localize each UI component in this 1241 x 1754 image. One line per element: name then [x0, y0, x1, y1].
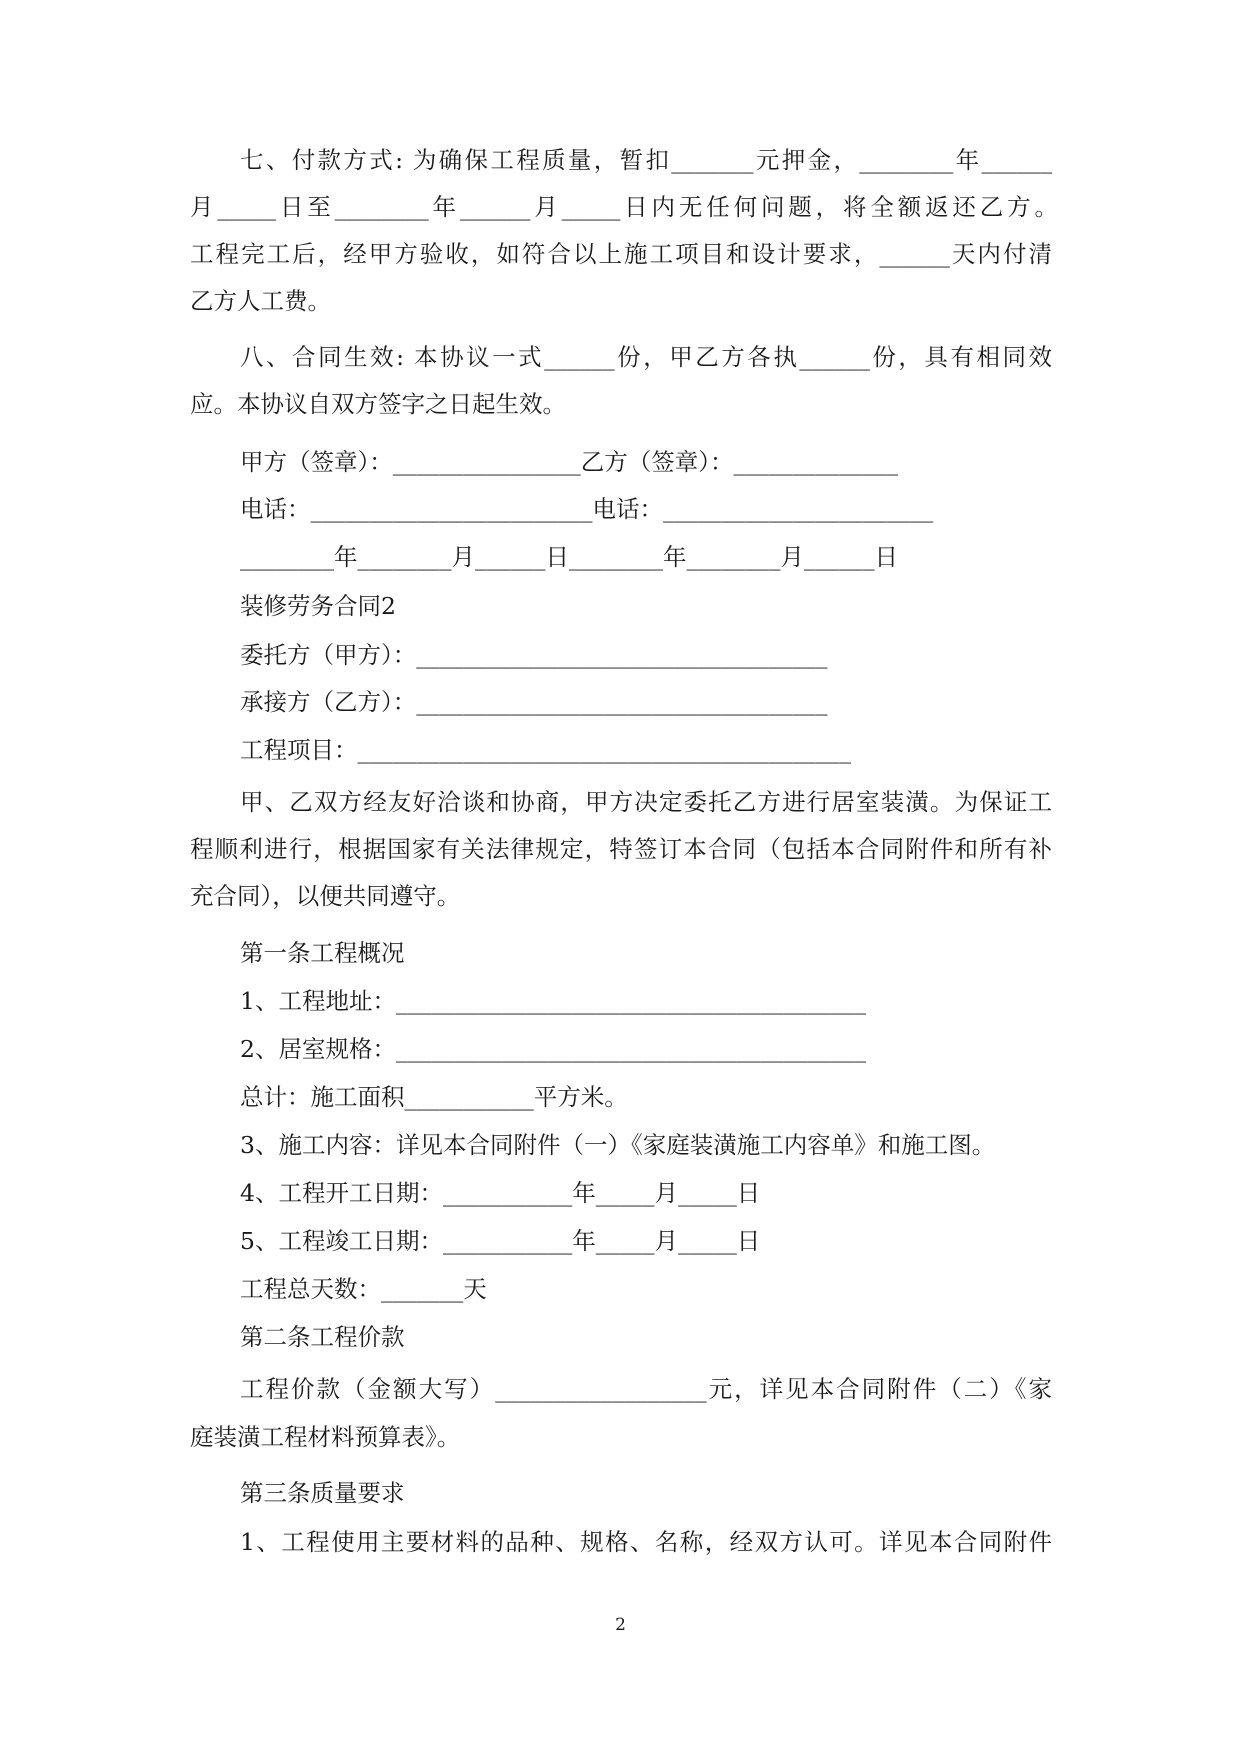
text-line: 2、居室规格：________________________________________ — [240, 1035, 866, 1063]
section-title: 第三条质量要求 — [240, 1479, 405, 1507]
text-line: 乙方人工费。 — [190, 287, 331, 315]
text-line: 工程项目：__________________________________________ — [240, 736, 851, 764]
section-title: 第二条工程价款 — [240, 1323, 405, 1351]
date-line: ________年________月______日________年________月______日 — [240, 543, 898, 571]
text-line: 工程总天数：_______天 — [240, 1275, 487, 1303]
text-line: 月_____日至________年______月_____日内无任何问题，将全额返还乙方。 — [190, 193, 1058, 221]
text-line: 5、工程竣工日期：___________年_____月_____日 — [240, 1227, 761, 1255]
section-title: 装修劳务合同2 — [240, 592, 396, 620]
text-line: 4、工程开工日期：___________年_____月_____日 — [240, 1179, 761, 1207]
text-line: 充合同），以便共同遵守。 — [190, 882, 461, 910]
text-line: 工程价款（金额大写）__________________元，详见本合同附件（二）《家 — [240, 1375, 1052, 1403]
text-line: 承接方（乙方）：___________________________________ — [240, 688, 828, 716]
text-line: 1、工程使用主要材料的品种、规格、名称，经双方认可。详见本合同附件 — [240, 1528, 1052, 1556]
text-line: 应。本协议自双方签字之日起生效。 — [190, 390, 566, 418]
text-line: 程顺利进行，根据国家有关法律规定，特签订本合同（包括本合同附件和所有补 — [190, 835, 1052, 863]
text-line: 3、施工内容：详见本合同附件（一）《家庭装潢施工内容单》和施工图。 — [240, 1131, 996, 1159]
signature-line: 甲方（签章）：________________乙方（签章）：______________ — [240, 448, 898, 476]
text-line: 七、付款方式: 为确保工程质量，暂扣_______元押金，________年______ — [240, 146, 1052, 174]
text-line: 1、工程地址：________________________________________ — [240, 987, 866, 1015]
text-line: 八、合同生效: 本协议一式______份，甲乙方各执______份，具有相同效 — [240, 343, 1052, 371]
section-title: 第一条工程概况 — [240, 939, 405, 967]
text-line: 甲、乙双方经友好洽谈和协商，甲方决定委托乙方进行居室装潢。为保证工 — [240, 788, 1052, 816]
phone-line: 电话：________________________电话：_______________________ — [240, 495, 934, 523]
text-line: 委托方（甲方）：___________________________________ — [240, 641, 828, 669]
text-line: 庭装潢工程材料预算表》。 — [190, 1423, 461, 1451]
text-line: 工程完工后，经甲方验收，如符合以上施工项目和设计要求，______天内付清 — [190, 240, 1052, 268]
page-number: 2 — [615, 1615, 626, 1635]
text-line: 总计：施工面积___________平方米。 — [240, 1083, 628, 1111]
